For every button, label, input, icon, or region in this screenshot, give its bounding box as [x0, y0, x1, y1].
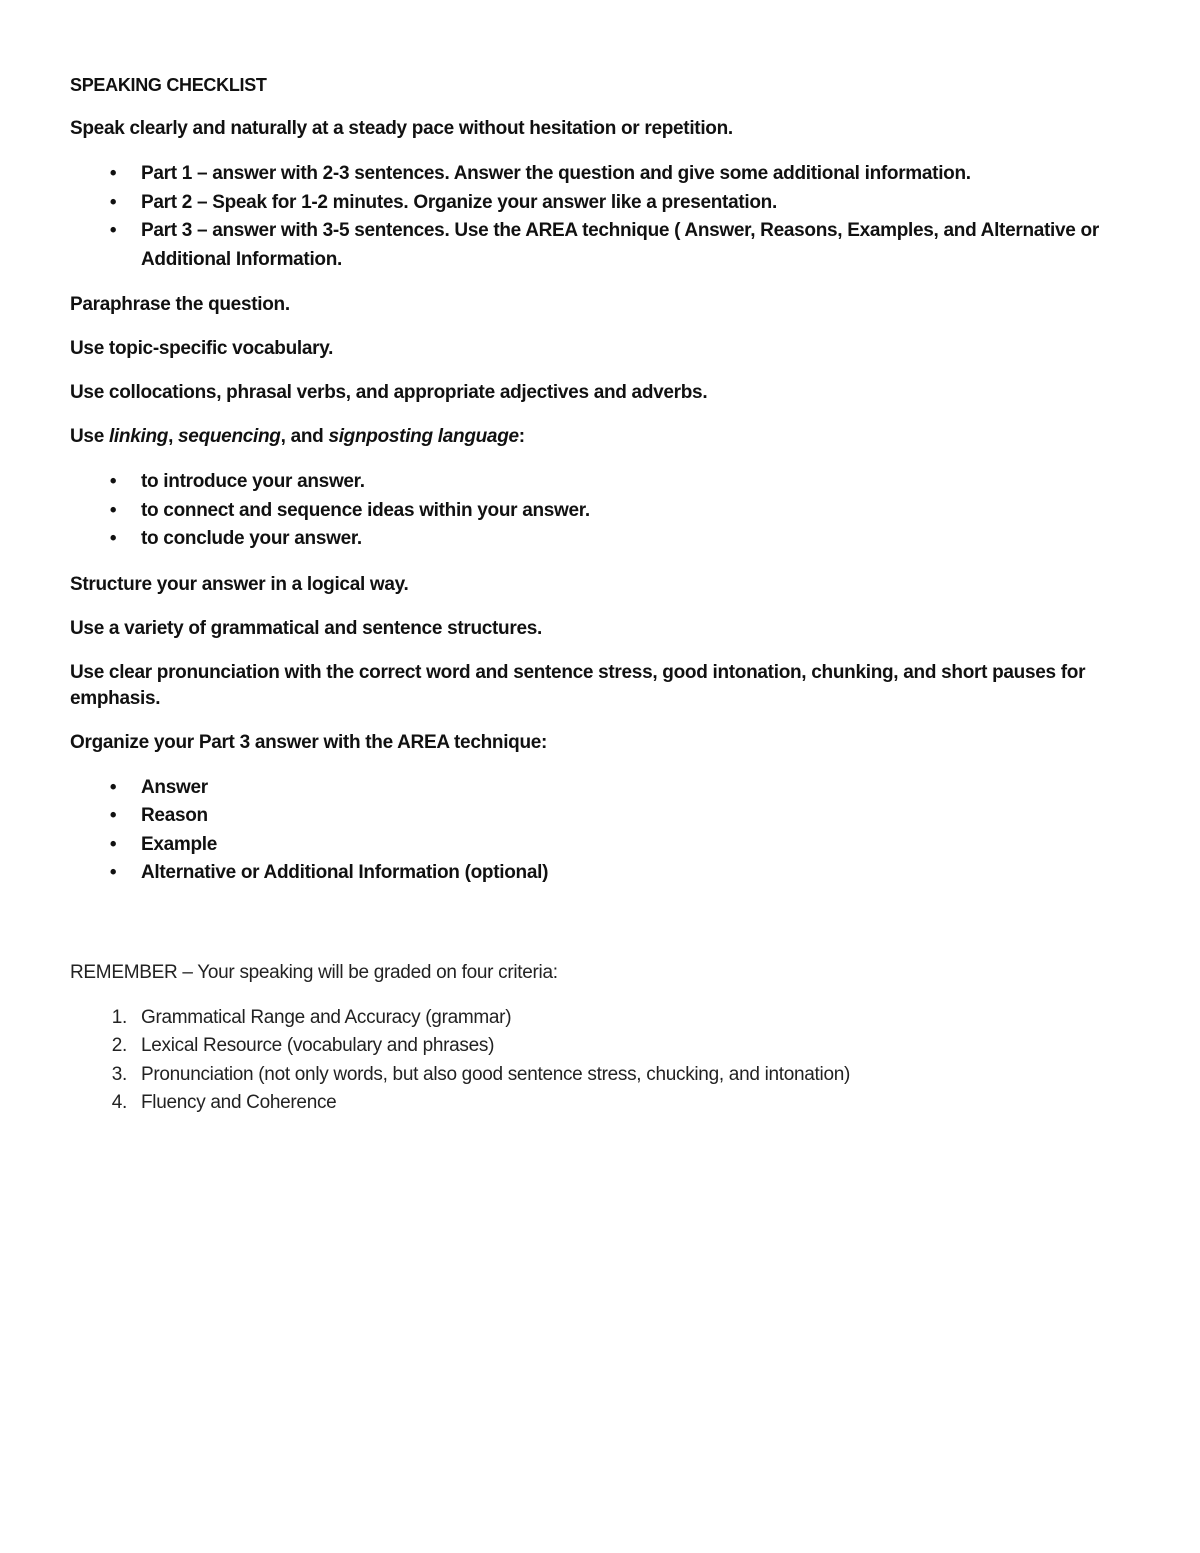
list-item: • Alternative or Additional Information (optional): [70, 859, 1130, 888]
grammar-paragraph: Use a variety of grammatical and sentence structures.: [70, 617, 542, 639]
linking-list: [70, 468, 1130, 554]
criteria-list: [70, 1004, 1130, 1118]
paraphrase-paragraph: Paraphrase the question.: [70, 294, 290, 315]
list-item: • to connect and sequence ideas within your answer.: [70, 497, 1130, 526]
list-number: 2.: [111, 1035, 127, 1056]
list-item: 4. Fluency and Coherence: [70, 1089, 1130, 1118]
list-item: 2. Lexical Resource (vocabulary and phrases): [70, 1032, 1130, 1061]
list-item: 1. Grammatical Range and Accuracy (grammar): [70, 1004, 1130, 1033]
list-item: 3. Pronunciation (not only words, but also good sentence stress, chucking, and intonation): [70, 1061, 1130, 1090]
bullet-icon: •: [109, 220, 117, 241]
organize-paragraph: Organize your Part 3 answer with the AREA technique:: [70, 731, 548, 753]
bullet-icon: •: [109, 163, 117, 184]
bullet-icon: •: [109, 471, 117, 492]
collocations-paragraph: Use collocations, phrasal verbs, and appropriate adjectives and adverbs.: [70, 382, 708, 403]
list-item: • Example: [70, 831, 1130, 860]
list-item: • Part 1 – answer with 2-3 sentences. Answer the question and give some additional information.: [70, 160, 1130, 189]
bullet-icon: •: [109, 833, 117, 855]
pronunciation-paragraph: Use clear pronunciation with the correct word and sentence stress, good intonation, chunking, and short pauses for emphasis.: [70, 661, 1086, 709]
document-page: [70, 72, 1130, 1136]
list-number: 4.: [111, 1092, 127, 1113]
list-item: • Part 3 – answer with 3-5 sentences. Use the AREA technique ( Answer, Reasons, Examples, and Alternative or Additional Information.: [70, 217, 1130, 274]
linking-term: linking: [108, 426, 169, 447]
bullet-icon: •: [109, 499, 117, 521]
list-item: • to introduce your answer.: [70, 468, 1130, 497]
bullet-icon: •: [109, 191, 117, 213]
parts-list: [70, 160, 1130, 274]
bullet-icon: •: [109, 805, 117, 826]
list-item: • Reason: [70, 802, 1130, 831]
bullet-icon: •: [109, 862, 117, 883]
intro-paragraph: Speak clearly and naturally at a steady pace without hesitation or repetition.: [70, 118, 733, 139]
structure-paragraph: Structure your answer in a logical way.: [70, 573, 409, 595]
list-number: 3.: [111, 1063, 127, 1085]
remember-paragraph: REMEMBER – Your speaking will be graded on four criteria:: [70, 961, 558, 983]
list-item: • Answer: [70, 774, 1130, 803]
list-number: 1.: [111, 1006, 127, 1028]
vocab-paragraph: Use topic-specific vocabulary.: [70, 338, 334, 359]
sequencing-term: sequencing: [178, 426, 281, 447]
list-item: • to conclude your answer.: [70, 525, 1130, 554]
signposting-term: signposting language: [328, 426, 519, 447]
area-list: [70, 774, 1130, 888]
bullet-icon: •: [109, 776, 117, 798]
spacer: [70, 906, 1130, 960]
linking-paragraph: Use linking, sequencing, and signposting language:: [70, 426, 525, 447]
bullet-icon: •: [109, 528, 117, 549]
document-title: SPEAKING CHECKLIST: [70, 75, 267, 95]
list-item: • Part 2 – Speak for 1-2 minutes. Organize your answer like a presentation.: [70, 189, 1130, 218]
